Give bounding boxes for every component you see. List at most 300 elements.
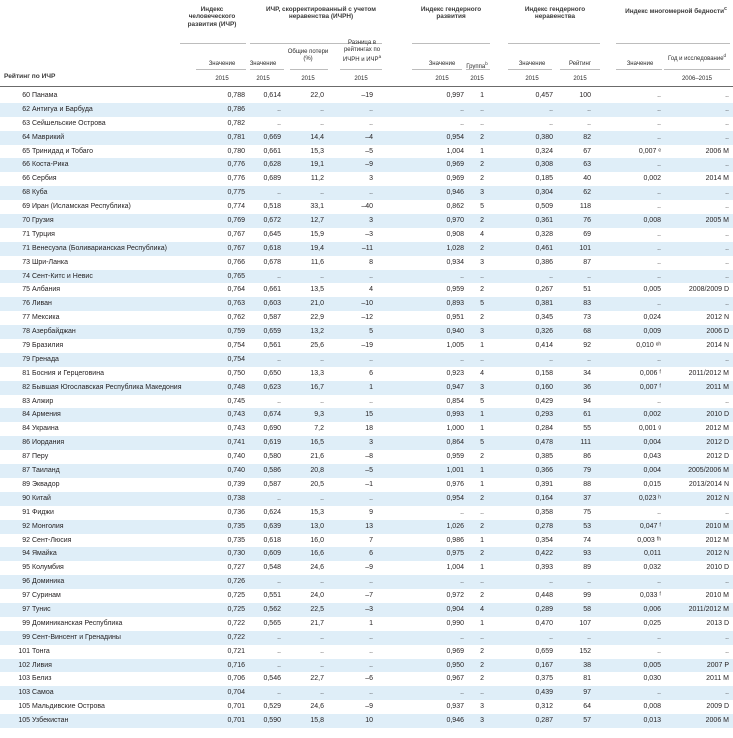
cell-rank: 87 [22,453,30,461]
cell-gdi-value: 0,908 [446,230,464,238]
cell-gdi-group: .. [480,689,484,697]
cell-overall-loss: 24,6 [310,564,324,572]
cell-mpi-value: 0,005 [643,286,661,294]
cell-gdi-value: 0,954 [446,133,464,141]
cell-country: Коста-Рика [32,161,69,169]
cell-overall-loss: 19,4 [310,244,324,252]
cell-mpi-year-survey: 2014 M [705,175,729,183]
cell-mpi-value: 0,007 ᶠ [639,383,661,391]
cell-rank: 66 [22,161,30,169]
cell-ihdi-value: 0,628 [263,161,281,169]
cell-country: Таиланд [32,467,60,475]
divider [664,69,730,70]
cell-rank-difference: –6 [365,675,373,683]
cell-country: Босния и Герцеговина [32,369,104,377]
cell-rank: 97 [22,605,30,613]
cell-gii-rank: 97 [583,689,591,697]
subheader-group-sup: b [485,61,488,66]
cell-rank-difference: 5 [369,328,373,336]
cell-ihdi-value: 0,619 [263,439,281,447]
cell-gdi-group: 5 [480,397,484,405]
cell-rank: 70 [22,217,30,225]
cell-gdi-group: 3 [480,703,484,711]
cell-ihdi-value: 0,645 [263,230,281,238]
cell-rank-difference: –10 [361,300,373,308]
cell-rank-difference: –8 [365,453,373,461]
cell-country: Эквадор [32,480,60,488]
cell-mpi-year-survey: 2012 D [706,439,729,447]
cell-rank-difference: .. [369,494,373,502]
cell-hdi-value: 0,704 [227,689,245,697]
cell-ihdi-value: 0,669 [263,133,281,141]
table-row [0,214,733,228]
cell-gdi-value: 0,969 [446,175,464,183]
cell-rank-difference: 3 [369,217,373,225]
cell-rank-difference: 9 [369,508,373,516]
cell-ihdi-value: .. [277,397,281,405]
cell-gdi-group: 4 [480,369,484,377]
cell-gdi-group: 2 [480,161,484,169]
cell-rank: 71 [22,230,30,238]
cell-overall-loss: .. [320,494,324,502]
table-row [0,186,733,200]
cell-gii-rank: .. [587,355,591,363]
cell-hdi-value: 0,743 [227,411,245,419]
year-range-label: 2006–2015 [681,76,713,82]
cell-mpi-year-survey: .. [725,230,729,238]
cell-mpi-year-survey: 2010 D [706,564,729,572]
cell-mpi-value: .. [657,272,661,280]
cell-gii-value: 0,185 [535,175,553,183]
cell-rank-difference: 3 [369,439,373,447]
cell-gii-rank: 36 [583,383,591,391]
divider [290,69,328,70]
cell-mpi-value: 0,005 [643,661,661,669]
cell-gdi-value: 0,937 [446,703,464,711]
cell-hdi-value: 0,767 [227,244,245,252]
cell-mpi-year-survey: 2012 D [706,453,729,461]
cell-mpi-value: 0,015 [643,480,661,488]
cell-overall-loss: 13,2 [310,328,324,336]
cell-gii-value: 0,287 [535,717,553,725]
cell-gdi-group: .. [480,119,484,127]
cell-gii-rank: 57 [583,717,591,725]
cell-gii-value: 0,393 [535,564,553,572]
table-row [0,659,733,673]
cell-gii-rank: 63 [583,161,591,169]
cell-gii-rank: 111 [580,439,591,447]
cell-hdi-value: 0,722 [227,633,245,641]
cell-gii-value: 0,361 [535,217,553,225]
cell-mpi-year-survey: .. [725,300,729,308]
cell-ihdi-value: 0,609 [263,550,281,558]
cell-mpi-value: 0,001 ᵍ [638,425,661,433]
table-row [0,492,733,506]
cell-mpi-year-survey: 2009 D [706,703,729,711]
cell-hdi-value: 0,759 [227,328,245,336]
cell-overall-loss: 21,6 [310,453,324,461]
cell-rank: 77 [22,314,30,322]
cell-rank-difference: –19 [361,92,373,99]
cell-ihdi-value: 0,586 [263,467,281,475]
header-mpi [622,6,730,16]
cell-gii-rank: 75 [583,508,591,516]
cell-rank: 95 [22,564,30,572]
table-row [0,631,733,645]
cell-country: Тунис [32,605,51,613]
cell-mpi-year-survey: 2005 M [705,217,729,225]
year-label: 2015 [470,76,484,82]
cell-gii-rank: 88 [583,480,591,488]
cell-mpi-value: .. [657,300,661,308]
cell-mpi-value: 0,023 ʰ [638,494,661,502]
cell-hdi-value: 0,763 [227,300,245,308]
cell-rank-difference: 13 [365,522,373,530]
cell-mpi-value: .. [657,578,661,586]
cell-rank-difference: 6 [369,369,373,377]
cell-gii-rank: .. [587,272,591,280]
cell-rank-difference: –9 [365,564,373,572]
cell-gdi-group: 2 [480,286,484,294]
cell-hdi-value: 0,735 [227,536,245,544]
cell-gdi-group: .. [480,105,484,113]
cell-country: Грузия [32,217,54,225]
cell-ihdi-value: 0,580 [263,453,281,461]
cell-rank: 63 [22,119,30,127]
cell-hdi-value: 0,721 [227,647,245,655]
cell-country: Шри-Ланка [32,258,69,266]
cell-mpi-value: 0,025 [643,619,661,627]
cell-hdi-value: 0,782 [227,119,245,127]
cell-gii-rank: 101 [579,244,591,252]
table-body [0,89,733,728]
cell-overall-loss: .. [320,189,324,197]
cell-mpi-value: 0,002 [643,411,661,419]
cell-mpi-year-survey: .. [725,647,729,655]
cell-country: Мальдивские Острова [32,703,105,711]
cell-mpi-year-survey: .. [725,92,729,99]
year-label: 2015 [435,76,449,82]
cell-gdi-value: 0,976 [446,480,464,488]
cell-hdi-value: 0,781 [227,133,245,141]
cell-overall-loss: 22,7 [310,675,324,683]
cell-gdi-group: 1 [480,467,484,475]
cell-hdi-value: 0,774 [227,203,245,211]
cell-country: Турция [32,230,55,238]
cell-rank: 84 [22,411,30,419]
cell-gii-value: 0,304 [535,189,553,197]
cell-gii-rank: 58 [583,605,591,613]
cell-rank: 66 [22,175,30,183]
cell-country: Сент-Люсия [32,536,72,544]
cell-gdi-group: 2 [480,133,484,141]
table-row [0,353,733,367]
cell-gdi-group: 5 [480,203,484,211]
cell-rank-difference: 8 [369,258,373,266]
cell-gdi-group: 1 [480,147,484,155]
cell-ihdi-value: .. [277,105,281,113]
cell-ihdi-value: 0,548 [263,564,281,572]
cell-gii-rank: 107 [579,619,591,627]
cell-gii-rank: 55 [583,425,591,433]
subheader-gii-value: Значение [518,61,546,67]
cell-gdi-value: 0,959 [446,286,464,294]
cell-gii-rank: 83 [583,300,591,308]
table-row [0,325,733,339]
table-row [0,589,733,603]
cell-overall-loss: 15,3 [310,508,324,516]
cell-gii-value: 0,375 [535,675,553,683]
table-row [0,547,733,561]
cell-gii-value: 0,284 [535,425,553,433]
cell-gii-rank: 38 [583,661,591,669]
cell-gii-value: .. [549,355,553,363]
cell-gii-value: 0,358 [535,508,553,516]
cell-gdi-group: 4 [480,230,484,238]
cell-gdi-group: .. [480,508,484,516]
table-row [0,242,733,256]
cell-mpi-value: .. [657,647,661,655]
cell-rank-difference: 6 [369,550,373,558]
cell-overall-loss: 15,8 [310,717,324,725]
cell-rank: 62 [22,105,30,113]
cell-rank: 92 [22,522,30,530]
cell-gdi-group: .. [480,578,484,586]
cell-country: Узбекистан [32,717,69,725]
cell-gdi-group: 2 [480,453,484,461]
cell-gii-value: 0,385 [535,453,553,461]
cell-gii-value: 0,164 [535,494,553,502]
cell-rank-difference: –12 [361,314,373,322]
cell-mpi-year-survey: .. [725,689,729,697]
cell-rank: 60 [22,92,30,99]
cell-ihdi-value: 0,690 [263,425,281,433]
header-gdi: Индекс гендерного развития [420,6,482,21]
cell-gdi-value: .. [460,272,464,280]
cell-rank: 74 [22,272,30,280]
cell-rank: 87 [22,467,30,475]
cell-mpi-value: .. [657,161,661,169]
cell-hdi-value: 0,740 [227,453,245,461]
cell-gii-value: 0,354 [535,536,553,544]
cell-gdi-value: 0,947 [446,383,464,391]
cell-mpi-year-survey: 2012 N [706,314,729,322]
cell-rank: 73 [22,258,30,266]
cell-country: Мексика [32,314,60,322]
subheader-group-text: Группа [466,64,486,70]
year-label: 2015 [573,76,587,82]
cell-mpi-year-survey: .. [725,133,729,141]
subheader-gii-rank: Рейтинг [568,61,592,67]
cell-gdi-value: 1,028 [446,244,464,252]
cell-mpi-year-survey: 2011 M [706,675,729,683]
cell-overall-loss: 15,3 [310,147,324,155]
cell-rank-difference: –19 [361,342,373,350]
cell-rank: 75 [22,286,30,294]
cell-mpi-year-survey: 2007 P [706,661,729,669]
cell-gii-value: 0,478 [535,439,553,447]
cell-hdi-value: 0,725 [227,605,245,613]
cell-gii-value: .. [549,119,553,127]
cell-ihdi-value: 0,587 [263,480,281,488]
cell-mpi-value: .. [657,133,661,141]
cell-country: Китай [32,494,51,502]
cell-country: Бывшая Югославская Республика Македония [32,383,182,391]
cell-country: Ямайка [32,550,57,558]
cell-mpi-value: .. [657,105,661,113]
cell-gdi-value: 0,993 [446,411,464,419]
cell-gdi-value: 0,951 [446,314,464,322]
cell-gii-rank: 99 [583,592,591,600]
cell-gii-value: 0,414 [535,342,553,350]
cell-gdi-group: 2 [480,592,484,600]
cell-mpi-year-survey: .. [725,397,729,405]
cell-gii-rank: .. [587,105,591,113]
table-row [0,145,733,159]
cell-country: Украина [32,425,59,433]
cell-mpi-value: 0,008 [643,703,661,711]
table-row [0,311,733,325]
cell-gii-value: 0,345 [535,314,553,322]
table-row [0,561,733,575]
cell-rank: 82 [22,383,30,391]
cell-gdi-group: 1 [480,480,484,488]
cell-rank-difference: –3 [365,230,373,238]
cell-overall-loss: .. [320,647,324,655]
cell-mpi-year-survey: .. [725,355,729,363]
cell-mpi-value: .. [657,189,661,197]
cell-rank-difference: .. [369,189,373,197]
cell-gii-value: .. [549,578,553,586]
cell-hdi-value: 0,701 [227,703,245,711]
cell-mpi-value: 0,032 [643,564,661,572]
cell-rank: 84 [22,425,30,433]
cell-gii-value: 0,439 [535,689,553,697]
cell-overall-loss: .. [320,633,324,641]
cell-gii-rank: 68 [583,328,591,336]
cell-overall-loss: 7,2 [314,425,324,433]
cell-gii-rank: 89 [583,564,591,572]
cell-overall-loss: 11,6 [310,258,324,266]
cell-hdi-value: 0,754 [227,355,245,363]
cell-rank: 65 [22,147,30,155]
cell-rank: 99 [22,619,30,627]
cell-ihdi-value: 0,623 [263,383,281,391]
cell-hdi-value: 0,741 [227,439,245,447]
cell-country: Ливия [32,661,52,669]
rank-column-title: Рейтинг по ИЧР [4,73,56,80]
cell-overall-loss: 22,5 [310,605,324,613]
cell-gii-rank: 62 [583,189,591,197]
cell-gdi-value: .. [460,119,464,127]
cell-mpi-year-survey: 2006 D [706,328,729,336]
cell-gdi-value: 1,026 [446,522,464,530]
subheader-year-survey-sup: d [723,53,727,58]
cell-ihdi-value: 0,639 [263,522,281,530]
cell-country: Иран (Исламская Республика) [32,203,131,211]
cell-gdi-group: 2 [480,675,484,683]
cell-ihdi-value: 0,678 [263,258,281,266]
cell-gii-rank: .. [587,578,591,586]
cell-gii-rank: 40 [583,175,591,183]
cell-country: Антигуа и Барбуда [32,105,93,113]
cell-overall-loss: 12,7 [310,217,324,225]
cell-hdi-value: 0,786 [227,105,245,113]
cell-gii-value: 0,391 [535,480,553,488]
cell-gii-value: 0,308 [535,161,553,169]
cell-gdi-value: 0,862 [446,203,464,211]
cell-rank: 91 [22,508,30,516]
cell-rank: 78 [22,328,30,336]
cell-gdi-group: 2 [480,244,484,252]
cell-gdi-value: 0,967 [446,675,464,683]
cell-ihdi-value: 0,546 [263,675,281,683]
cell-gii-value: 0,461 [535,244,553,252]
cell-mpi-value: 0,047 ᶠ [639,522,661,530]
cell-gii-value: 0,457 [535,92,553,99]
cell-country: Гренада [32,355,59,363]
cell-overall-loss: .. [320,355,324,363]
cell-gdi-value: 0,986 [446,536,464,544]
cell-ihdi-value: 0,561 [263,342,281,350]
cell-mpi-year-survey: .. [725,272,729,280]
cell-hdi-value: 0,762 [227,314,245,322]
cell-mpi-year-survey: .. [725,578,729,586]
cell-mpi-year-survey: 2010 M [705,522,729,530]
table-row [0,297,733,311]
cell-ihdi-value: 0,603 [263,300,281,308]
cell-gii-value: 0,470 [535,619,553,627]
cell-mpi-value: 0,008 [643,217,661,225]
cell-mpi-value: .. [657,92,661,99]
cell-ihdi-value: 0,518 [263,203,281,211]
cell-overall-loss: 9,3 [314,411,324,419]
cell-mpi-year-survey: 2006 M [705,147,729,155]
cell-overall-loss: 15,9 [310,230,324,238]
cell-hdi-value: 0,766 [227,258,245,266]
cell-gdi-group: 4 [480,605,484,613]
cell-mpi-value: .. [657,397,661,405]
cell-rank-difference: .. [369,119,373,127]
cell-hdi-value: 0,725 [227,592,245,600]
table-row [0,283,733,297]
subheader-gdi-value: Значение [428,61,456,67]
cell-ihdi-value: 0,587 [263,314,281,322]
cell-rank: 94 [22,550,30,558]
table-row [0,381,733,395]
cell-ihdi-value: 0,659 [263,328,281,336]
header-ihdi: ИЧР, скорректированный с учетом неравенства (ИЧРН) [266,6,376,21]
cell-ihdi-value: .. [277,494,281,502]
cell-mpi-value: .. [657,230,661,238]
cell-mpi-year-survey: .. [725,244,729,252]
cell-hdi-value: 0,740 [227,467,245,475]
year-label: 2015 [215,76,229,82]
cell-country: Азербайджан [32,328,76,336]
cell-country: Маврикий [32,133,65,141]
cell-country: Сербия [32,175,57,183]
table-row [0,464,733,478]
cell-mpi-year-survey: .. [725,189,729,197]
cell-gdi-group: 3 [480,383,484,391]
cell-rank-difference: 1 [369,383,373,391]
cell-ihdi-value: 0,590 [263,717,281,725]
cell-gdi-value: 0,990 [446,619,464,627]
table-row [0,645,733,659]
cell-gdi-group: 1 [480,564,484,572]
cell-mpi-value: .. [657,355,661,363]
table-row [0,450,733,464]
